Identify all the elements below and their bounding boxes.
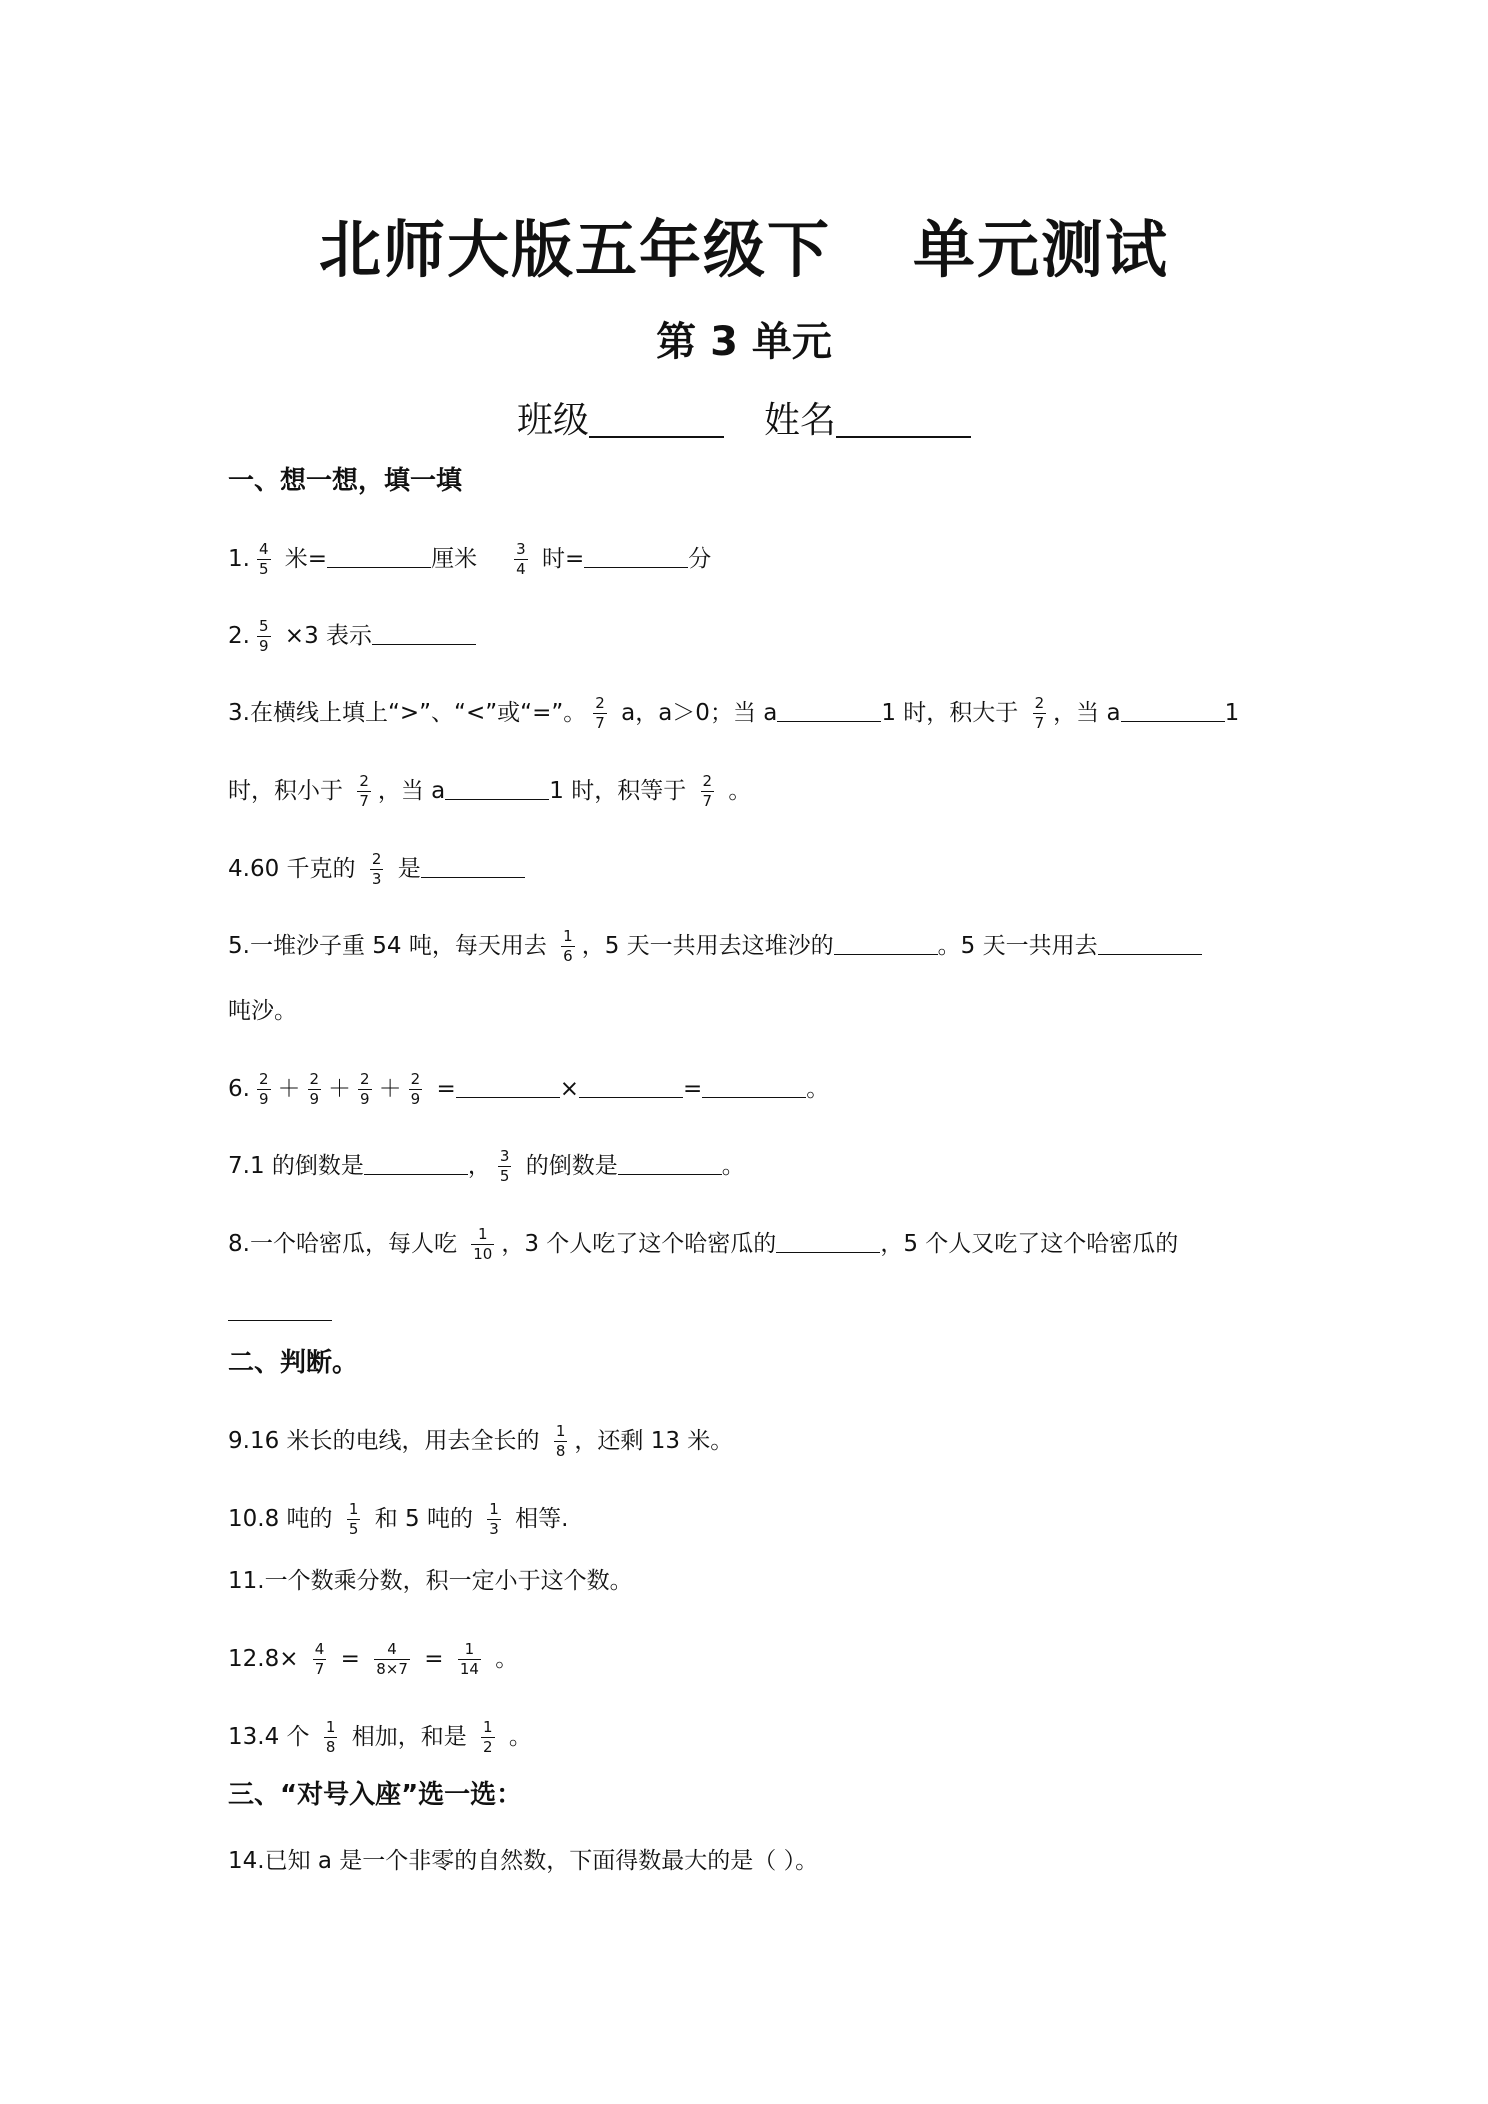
question-7: 7.1 的倒数是 ， $\frac{3}{5}$ 的倒数是 。 <box>228 1147 745 1185</box>
fraction: $\frac{1}{8}$ <box>325 1718 336 1756</box>
answer-blank[interactable] <box>702 1077 806 1098</box>
fraction: $\frac{2}{9}$ <box>410 1070 421 1108</box>
answer-blank[interactable] <box>456 1077 560 1098</box>
name-label: 姓名 <box>764 400 837 441</box>
question-5-line-1: 5.一堆沙子重 54 吨，每天用去 $\frac{1}{6}$ ，5 天一共用去这堆沙的 。5 天一共用去 <box>228 927 1202 966</box>
answer-blank[interactable] <box>421 857 525 878</box>
section-1-heading: 一、想一想，填一填 <box>228 466 463 496</box>
question-8-line-2 <box>228 1300 332 1324</box>
fraction: $\frac{1}{6}$ <box>563 927 573 965</box>
question-11: 11.一个数乘分数，积一定小于这个数。 <box>228 1568 633 1594</box>
answer-blank[interactable] <box>1121 701 1225 722</box>
answer-blank[interactable] <box>776 1232 880 1253</box>
question-4: 4.60 千克的 $\frac{2}{3}$ 是 <box>228 850 525 889</box>
fraction: $\frac{5}{9}$ <box>258 617 269 655</box>
answer-blank[interactable] <box>228 1300 332 1321</box>
answer-blank[interactable] <box>579 1077 683 1098</box>
unit-title: 第 3 单元 <box>656 319 832 365</box>
main-title: 北师大版五年级下 单元测试 <box>318 213 1170 286</box>
question-2: 2. $\frac{5}{9}$ ×3 表示 <box>228 617 476 656</box>
fraction: $\frac{4}{5}$ <box>258 540 269 578</box>
fraction: $\frac{3}{4}$ <box>516 540 526 578</box>
fraction: $\frac{1}{8}$ <box>555 1422 566 1460</box>
answer-blank[interactable] <box>834 934 938 955</box>
question-5-line-2: 吨沙。 <box>228 998 297 1024</box>
answer-blank[interactable] <box>618 1154 722 1175</box>
question-1: 1. $\frac{4}{5}$ 米= 厘米 $\frac{3}{4}$ 时= 分 <box>228 540 712 578</box>
question-9: 9.16 米长的电线，用去全长的 $\frac{1}{8}$ ，还剩 13 米。 <box>228 1422 734 1460</box>
answer-blank[interactable] <box>372 624 476 645</box>
fraction: $\frac{4}{8\times 7}$ <box>376 1640 408 1678</box>
student-info <box>0 392 1488 443</box>
fraction: $\frac{2}{7}$ <box>359 772 369 810</box>
answer-blank[interactable] <box>777 701 881 722</box>
question-8: 8.一个哈密瓜，每人吃 $\frac{1}{10}$ ，3 个人吃了这个哈密瓜的 ，5 个人又吃了这个哈密瓜的 <box>228 1225 1179 1263</box>
question-10: 10.8 吨的 $\frac{1}{5}$ 和 5 吨的 $\frac{1}{3}$ 相等. <box>228 1500 569 1538</box>
fraction: $\frac{2}{7}$ <box>1034 694 1045 732</box>
fraction: $\frac{1}{2}$ <box>483 1718 493 1756</box>
fraction: $\frac{1}{14}$ <box>459 1640 479 1678</box>
question-14: 14.已知 a 是一个非零的自然数，下面得数最大的是（ ）。 <box>228 1848 819 1874</box>
fraction: $\frac{3}{5}$ <box>499 1147 510 1185</box>
class-label: 班级 <box>516 400 589 441</box>
question-6: 6. $\frac{2}{9}$ ＋ $\frac{2}{9}$ ＋ $\frac{2}{9}$ ＋ $\frac{2}{9}$ = × = 。 <box>228 1070 830 1108</box>
answer-blank[interactable] <box>1098 934 1202 955</box>
fraction: $\frac{1}{10}$ <box>473 1225 493 1263</box>
fraction: $\frac{2}{9}$ <box>360 1070 370 1108</box>
answer-blank[interactable] <box>364 1154 468 1175</box>
question-12: 12.8× $\frac{4}{7}$ = $\frac{4}{8\times 7}$ = $\frac{1}{14}$ 。 <box>228 1640 519 1678</box>
fraction: $\frac{2}{9}$ <box>258 1070 269 1108</box>
fraction: $\frac{1}{5}$ <box>348 1500 359 1538</box>
question-13: 13.4 个 $\frac{1}{8}$ 相加，和是 $\frac{1}{2}$ 。 <box>228 1718 532 1756</box>
section-2-heading: 二、判断。 <box>228 1348 359 1378</box>
fraction: $\frac{1}{3}$ <box>489 1500 499 1538</box>
name-blank[interactable] <box>836 400 971 438</box>
question-3-line-2: 时，积小于 $\frac{2}{7}$ ，当 a 1 时，积等于 $\frac{2}{7}$ 。 <box>228 772 752 810</box>
fraction: $\frac{2}{3}$ <box>371 850 382 888</box>
fraction: $\frac{2}{7}$ <box>702 772 713 810</box>
answer-blank[interactable] <box>584 547 688 568</box>
answer-blank[interactable] <box>327 547 431 568</box>
fraction: $\frac{4}{7}$ <box>314 1640 325 1678</box>
fraction: $\frac{2}{7}$ <box>595 694 605 732</box>
question-3-line-1: 3.在横线上填上“>”、“<”或“=”。 $\frac{2}{7}$ a，a＞0；当 a 1 时，积大于 $\frac{2}{7}$ ，当 a 1 <box>228 694 1240 732</box>
class-blank[interactable] <box>589 400 724 438</box>
answer-blank[interactable] <box>445 779 549 800</box>
fraction: $\frac{2}{9}$ <box>309 1070 320 1108</box>
section-3-heading: 三、“对号入座”选一选： <box>228 1780 523 1810</box>
